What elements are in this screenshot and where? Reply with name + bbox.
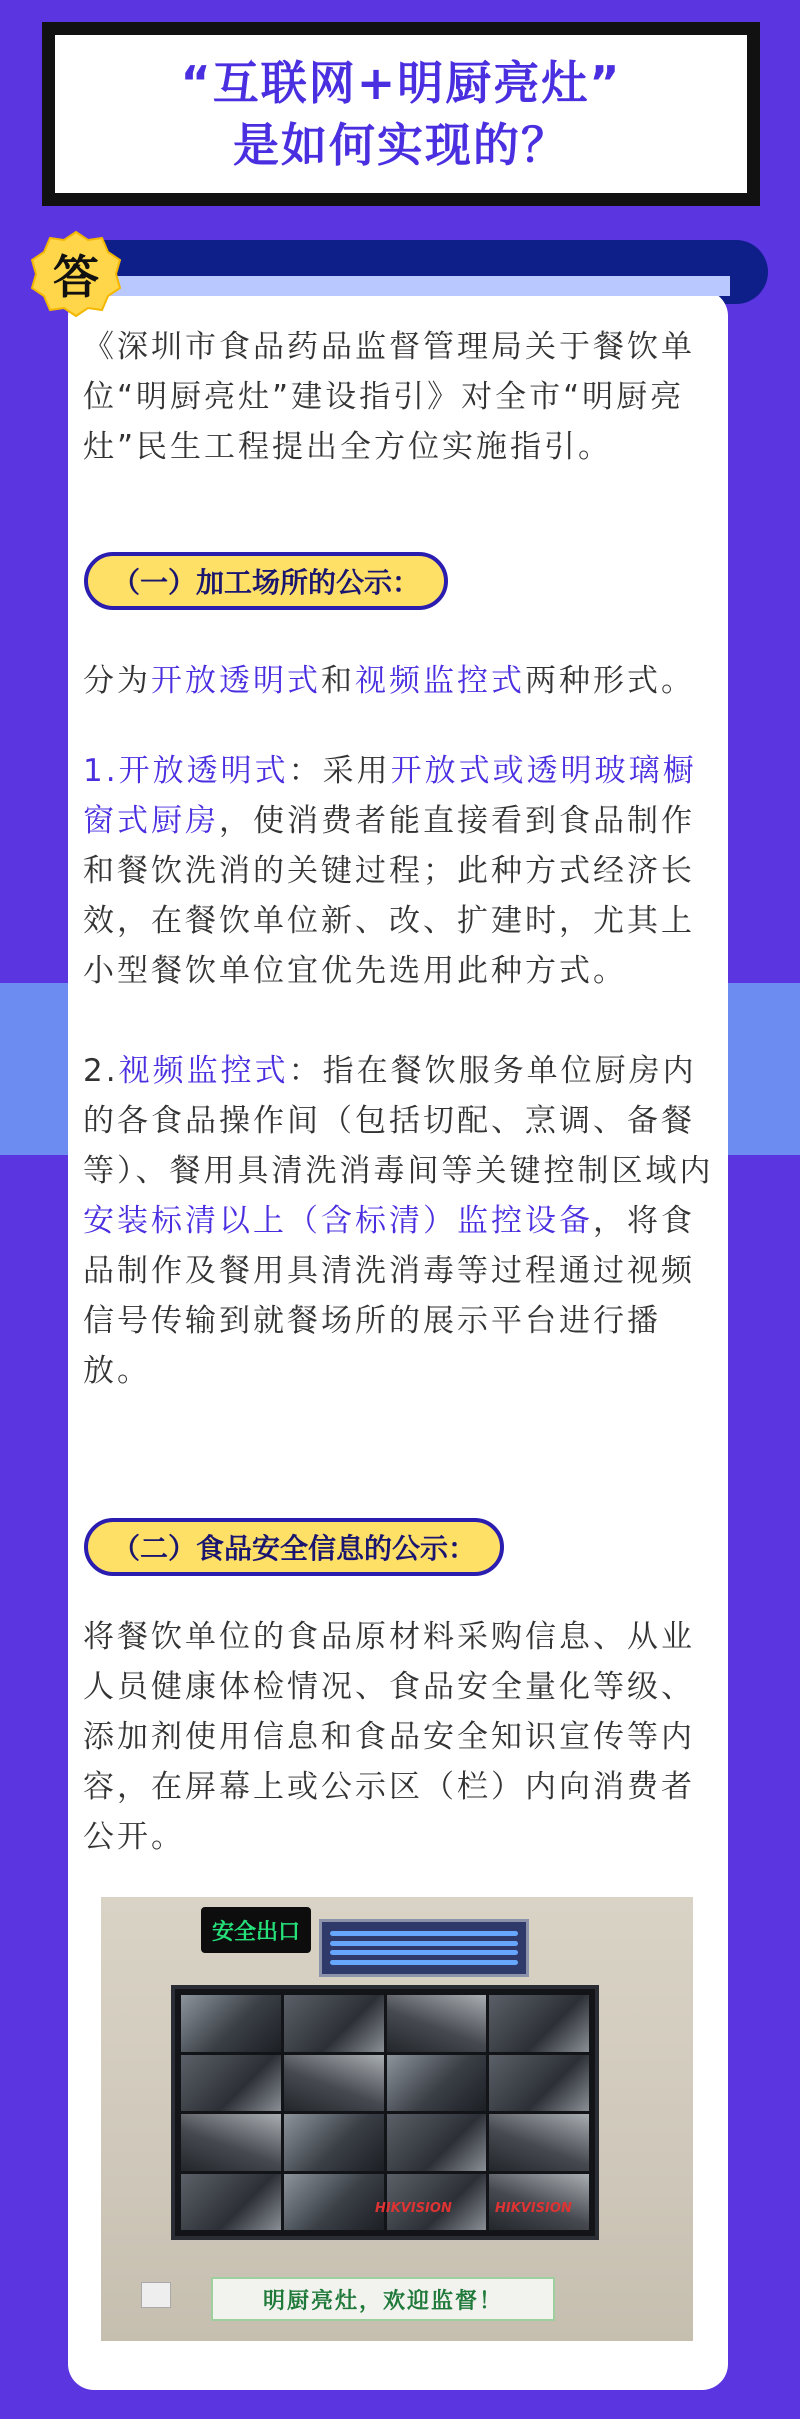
title-inner [53,33,749,195]
camera-feed [181,2055,281,2112]
title-box [42,22,760,206]
camera-feed [181,1995,281,2052]
forms-highlight-2: 视频监控式 [355,663,525,699]
camera-feed [489,1995,589,2052]
forms-mid: 和 [321,663,355,699]
forms-paragraph [83,656,723,706]
item-2-text-a: ：指在餐饮服务单位厨房内的各食品操作间（包括切配、烹调、备餐等）、餐用具清洗消毒间等关键控制区域内 [83,1053,714,1189]
camera-feed [284,2174,384,2231]
camera-feed [387,2055,487,2112]
title-line-1: “互联网+明厨亮灶” [180,56,622,110]
uv-lamp [319,1919,529,1977]
kitchen-banner: 明厨亮灶，欢迎监督！ [211,2277,555,2321]
title-line-2: 是如何实现的？ [233,118,569,172]
item-2-text-b: ，将食品制作及餐用具清洗消毒等过程通过视频信号传输到就餐场所的展示平台进行播放。 [83,1203,695,1389]
item-1-paragraph [83,746,723,996]
camera-feed [181,2114,281,2171]
forms-pre: 分为 [83,663,151,699]
camera-feed [284,1995,384,2052]
item-2-paragraph [83,1046,723,1396]
wall-outlet [141,2282,171,2308]
camera-feed [181,2174,281,2231]
brand-logo-1: HIKVISION [375,2201,452,2216]
item-2-num: 2. [83,1053,119,1089]
camera-feed [284,2114,384,2171]
forms-post: 两种形式。 [525,663,695,699]
camera-feed [387,1995,487,2052]
camera-feed [489,2055,589,2112]
section-2-heading: （二）食品安全信息的公示： [84,1518,504,1576]
camera-feed [284,2055,384,2112]
item-2-label: 视频监控式 [118,1053,289,1089]
badge-label: 答 [53,250,99,304]
exit-sign: 安全出口 [201,1907,311,1953]
brand-logo-2: HIKVISION [495,2201,572,2216]
lamp-tube [330,1960,518,1965]
section-2-paragraph: 将餐饮单位的食品原材料采购信息、从业人员健康体检情况、食品安全量化等级、添加剂使用信息和食品安全知识宣传等内容，在屏幕上或公示区（栏）内向消费者公开。 [83,1619,695,1855]
item-1-highlight: 开放式或透明玻璃橱窗式厨房 [83,753,697,839]
intro-paragraph: 《深圳市食品药品监督管理局关于餐饮单位“明厨亮灶”建设指引》对全市“明厨亮灶”民生工程提出全方位实施指引。 [83,329,695,465]
forms-highlight-1: 开放透明式 [151,663,321,699]
item-1-label: 开放透明式 [118,753,289,789]
camera-feed [387,2114,487,2171]
item-1-text-b: ，使消费者能直接看到食品制作和餐饮洗消的关键过程；此种方式经济长效，在餐饮单位新、改、扩建时，尤其上小型餐饮单位宜优先选用此种方式。 [83,803,695,989]
lamp-tube [330,1950,518,1955]
monitor-screen [171,1985,599,2240]
section-1-heading: （一）加工场所的公示： [84,552,448,610]
lamp-tube [330,1941,518,1946]
monitor-photo [101,1897,693,2341]
item-1-num: 1. [83,753,119,789]
card-tab-stripe [110,276,730,296]
camera-feed [489,2114,589,2171]
lamp-tube [330,1931,518,1936]
item-1-text-a: ：采用 [288,753,391,789]
answer-badge [30,228,122,320]
item-2-highlight: 安装标清以上（含标清）监控设备 [83,1203,593,1239]
